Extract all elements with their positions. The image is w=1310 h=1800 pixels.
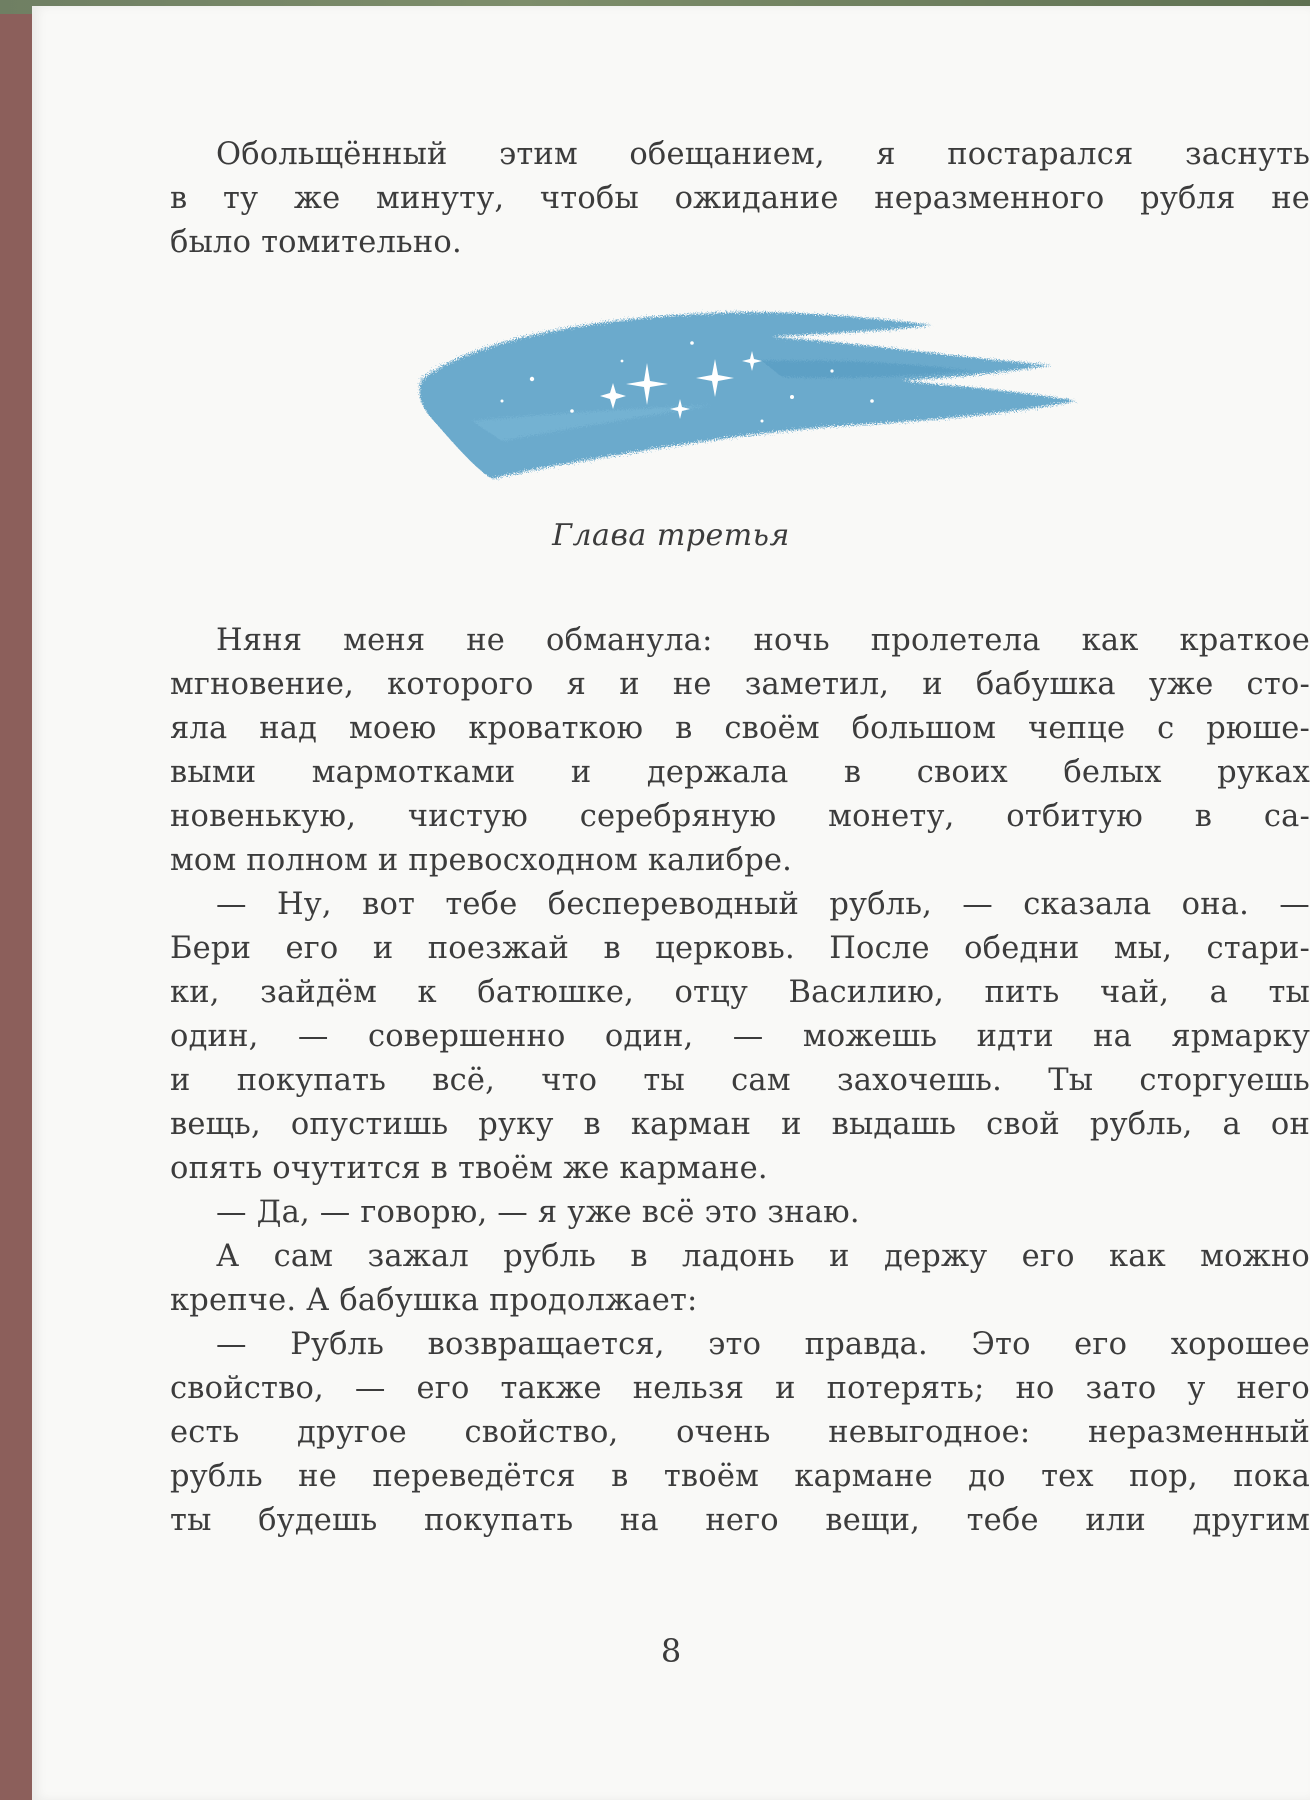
text-line: яла над моею кроваткою в своём большом чепце с рюше- xyxy=(170,711,1310,746)
text-line: новенькую, чистую серебряную монету, отбитую в са- xyxy=(170,799,1310,834)
text-line: мом полном и превосходном калибре. xyxy=(170,843,793,878)
text-line: крепче. А бабушка продолжает: xyxy=(170,1283,698,1318)
text-line: ки, зайдём к батюшке, отцу Василию, пить чай, а ты xyxy=(170,975,1310,1010)
text-line: мгновение, которого я и не заметил, и бабушка уже сто- xyxy=(170,667,1310,702)
text-line: в ту же минуту, чтобы ожидание неразменного рубля не xyxy=(170,181,1310,216)
text-line: рубль не переведётся в твоём кармане до тех пор, пока xyxy=(170,1459,1310,1494)
text-line: А сам зажал рубль в ладонь и держу его как можно xyxy=(216,1239,1310,1274)
text-line: один, — совершенно один, — можешь идти на ярмарку xyxy=(170,1019,1310,1054)
text-line: — Рубль возвращается, это правда. Это его хорошее xyxy=(216,1327,1310,1362)
text-line: опять очутится в твоём же кармане. xyxy=(170,1151,768,1186)
page-number: 8 xyxy=(660,1632,682,1670)
text-line: выми мармотками и держала в своих белых руках xyxy=(170,755,1310,790)
chapter-title: Глава третья xyxy=(552,518,790,553)
text-line: — Да, — говорю, — я уже всё это знаю. xyxy=(216,1195,860,1230)
starry-brushstroke-illustration xyxy=(412,301,1092,491)
text-line: ты будешь покупать на него вещи, тебе или другим xyxy=(170,1503,1310,1538)
text-line: есть другое свойство, очень невыгодное: неразменный xyxy=(170,1415,1310,1450)
text-line: и покупать всё, что ты сам захочешь. Ты сторгуешь xyxy=(170,1063,1310,1098)
text-line: вещь, опустишь руку в карман и выдашь свой рубль, а он xyxy=(170,1107,1310,1142)
text-line: свойство, — его также нельзя и потерять; но зато у него xyxy=(170,1371,1310,1406)
text-line: Бери его и поезжай в церковь. После обедни мы, стари- xyxy=(170,931,1310,966)
text-line: — Ну, вот тебе беспереводный рубль, — сказала она. — xyxy=(216,887,1310,922)
book-page xyxy=(32,6,1310,1800)
text-line: было томительно. xyxy=(170,225,462,260)
text-line: Няня меня не обманула: ночь пролетела как краткое xyxy=(216,623,1310,658)
text-line: Обольщённый этим обещанием, я постарался заснуть xyxy=(216,137,1310,172)
